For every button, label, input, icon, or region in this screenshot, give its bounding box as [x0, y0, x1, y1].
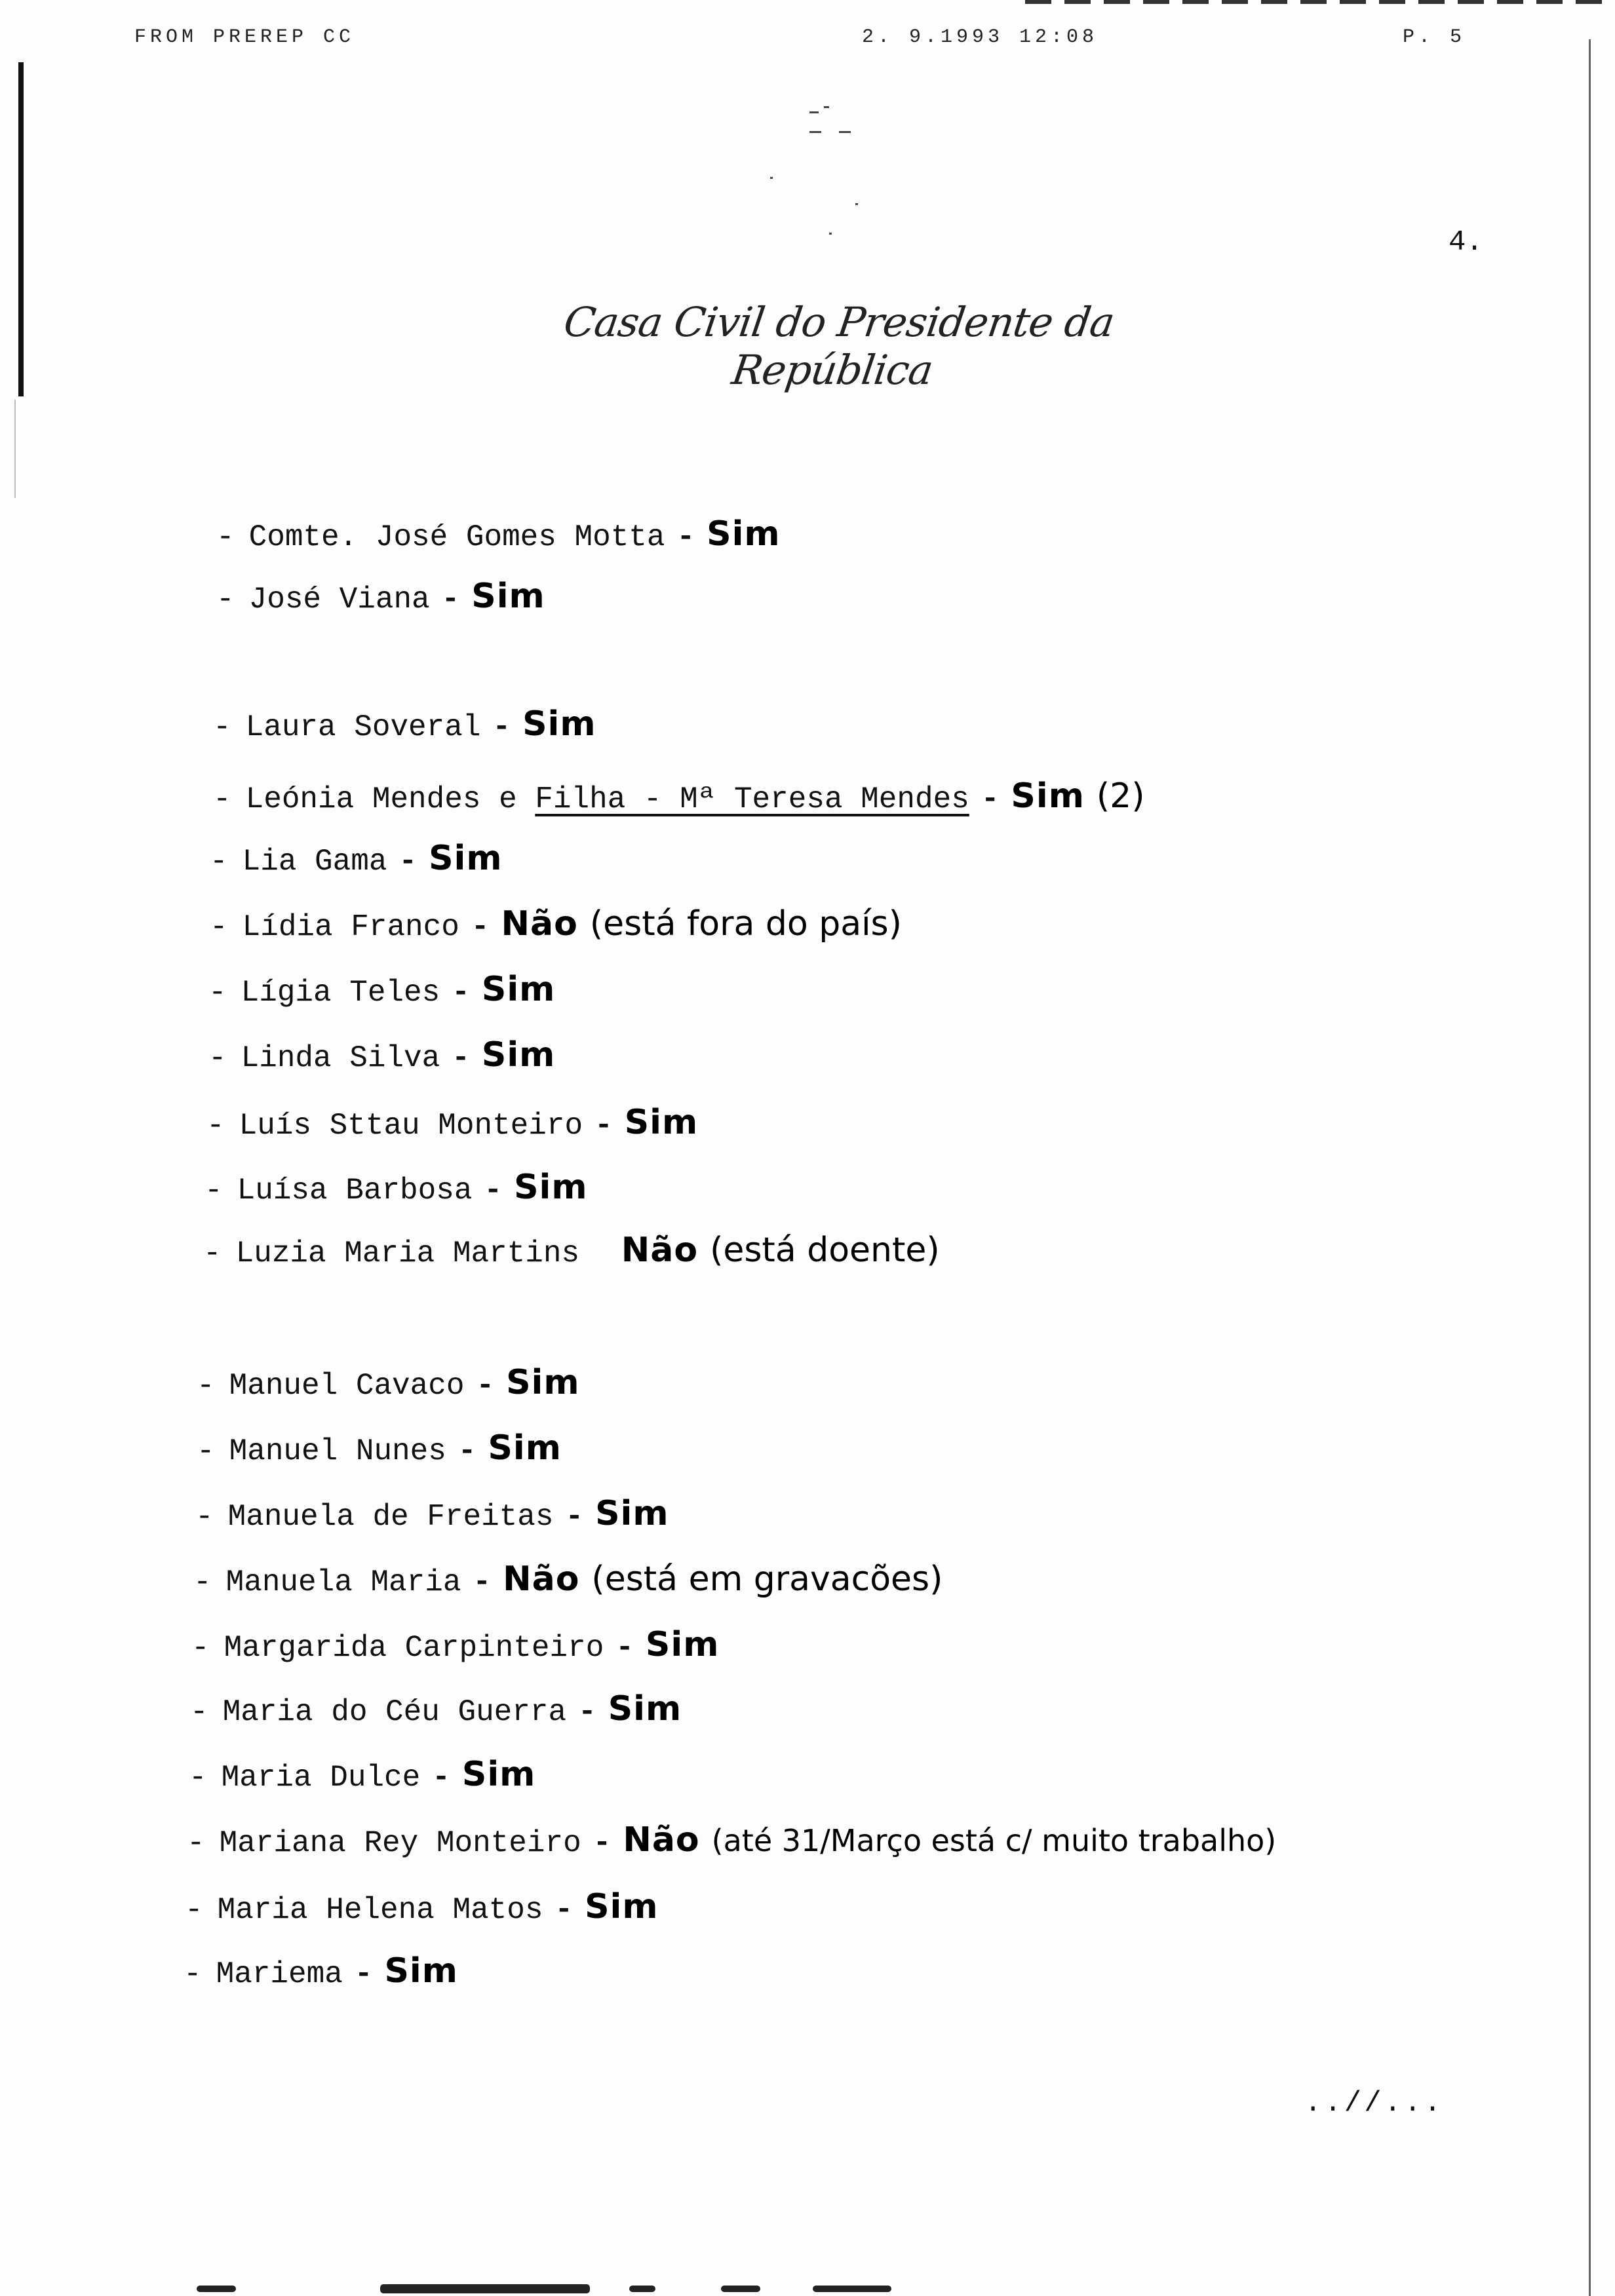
list-item: - Lia Gama - Sim	[210, 839, 503, 879]
entry-answer: Sim	[429, 839, 503, 878]
entry-name: Manuela de Freitas	[227, 1500, 554, 1534]
fax-page-number: P. 5	[1403, 26, 1466, 48]
entry-name: Linda Silva	[241, 1041, 440, 1075]
entry-answer: Sim	[481, 1035, 556, 1075]
list-item: - Lígia Teles - Sim	[208, 970, 556, 1010]
entry-name: Manuel Nunes	[229, 1434, 446, 1468]
entry-answer: Sim	[624, 1103, 699, 1142]
entry-note: (está fora do país)	[589, 904, 902, 944]
entry-name: Mariema	[216, 1957, 343, 1991]
entry-answer: Sim	[585, 1887, 659, 1926]
list-item: - Lídia Franco - Não (está fora do país)	[210, 904, 902, 944]
entry-name: Lídia Franco	[242, 910, 459, 944]
list-item: - Maria Dulce - Sim	[189, 1755, 536, 1795]
entry-name-underlined: Filha - Mª Teresa Mendes	[535, 782, 969, 816]
entry-answer: Sim	[1011, 776, 1085, 816]
list-item: - Laura Soveral - Sim	[213, 704, 596, 744]
entry-name: Maria Helena Matos	[217, 1893, 543, 1927]
entry-name: José Viana	[248, 583, 430, 617]
list-item: - Linda Silva - Sim	[208, 1035, 556, 1075]
entry-name: Laura Soveral	[245, 710, 481, 744]
entry-name: Luís Sttau Monteiro	[239, 1109, 583, 1143]
entry-answer: Sim	[384, 1951, 458, 1991]
entry-answer: Sim	[481, 970, 556, 1009]
entry-answer: Sim	[471, 577, 545, 616]
page-number: 4.	[1449, 226, 1483, 259]
entry-name: Manuela Maria	[225, 1565, 461, 1599]
entry-answer: Sim	[506, 1363, 580, 1402]
entry-name: Maria do Céu Guerra	[222, 1695, 567, 1729]
list-item: - Margarida Carpinteiro - Sim	[191, 1625, 720, 1665]
left-scan-mark	[14, 400, 16, 498]
entry-answer: Sim	[461, 1755, 536, 1794]
list-item: - Mariana Rey Monteiro - Não (até 31/Março está c/ muito trabalho)	[187, 1820, 1277, 1860]
letterhead: Casa Civil do Presidente da República	[560, 298, 1118, 394]
fax-header	[0, 26, 1615, 59]
entry-name: Manuel Cavaco	[229, 1369, 465, 1403]
entry-answer: Sim	[522, 704, 596, 744]
entry-name: Maria Dulce	[221, 1761, 421, 1795]
entry-name: Lia Gama	[242, 845, 387, 879]
list-item: - Manuela Maria - Não (está em gravacões)	[193, 1559, 943, 1599]
entry-answer: Não	[501, 904, 578, 944]
entry-name: Leónia Mendes e	[245, 782, 517, 816]
bottom-scan-marks	[0, 2280, 1615, 2296]
entry-name: Mariana Rey Monteiro	[219, 1826, 581, 1860]
list-item: - Manuel Nunes - Sim	[197, 1428, 562, 1468]
fax-datetime: 2. 9.1993 12:08	[862, 26, 1099, 48]
entry-answer: Não	[621, 1231, 699, 1270]
entry-name: Luísa Barbosa	[237, 1174, 473, 1208]
list-item: - Manuela de Freitas - Sim	[195, 1494, 669, 1534]
list-item: - Maria Helena Matos - Sim	[185, 1887, 659, 1927]
entry-name: Luzia Maria Martins	[235, 1236, 580, 1271]
entry-answer: Sim	[707, 514, 781, 554]
entry-name: Comte. José Gomes Motta	[248, 520, 665, 554]
list-item: - Leónia Mendes e Filha - Mª Teresa Mendes - Sim (2)	[213, 776, 1145, 816]
left-scan-bar	[18, 62, 24, 396]
entry-name: Margarida Carpinteiro	[224, 1631, 604, 1665]
list-item: - José Viana - Sim	[216, 577, 545, 617]
entry-note: (2)	[1096, 776, 1145, 816]
entry-note: (está em gravacões)	[591, 1559, 943, 1599]
entry-note: (está doente)	[710, 1231, 940, 1270]
list-item: - Manuel Cavaco - Sim	[197, 1363, 580, 1403]
list-item: - Luís Sttau Monteiro - Sim	[206, 1103, 699, 1143]
entry-answer: Sim	[645, 1625, 720, 1664]
list-item: - Luzia Maria Martins Não (está doente)	[203, 1231, 940, 1271]
fax-from: FROM PREREP CC	[134, 26, 355, 48]
entry-note: (até 31/Março está c/ muito trabalho)	[711, 1823, 1277, 1858]
entry-answer: Sim	[595, 1494, 669, 1533]
entry-name: Lígia Teles	[241, 976, 440, 1010]
entry-answer: Sim	[514, 1168, 588, 1207]
top-dashed-border	[1025, 0, 1615, 4]
right-scan-edge	[1589, 39, 1591, 2296]
entry-answer: Não	[623, 1820, 700, 1860]
list-item: - Comte. José Gomes Motta - Sim	[216, 514, 781, 554]
list-item: - Maria do Céu Guerra - Sim	[190, 1689, 682, 1729]
continuation-mark: ..//...	[1304, 2087, 1444, 2120]
entry-answer: Sim	[608, 1689, 682, 1729]
list-item: - Luísa Barbosa - Sim	[204, 1168, 588, 1208]
entry-answer: Não	[503, 1559, 580, 1599]
list-item: - Mariema - Sim	[184, 1951, 458, 1991]
entry-answer: Sim	[488, 1428, 562, 1468]
